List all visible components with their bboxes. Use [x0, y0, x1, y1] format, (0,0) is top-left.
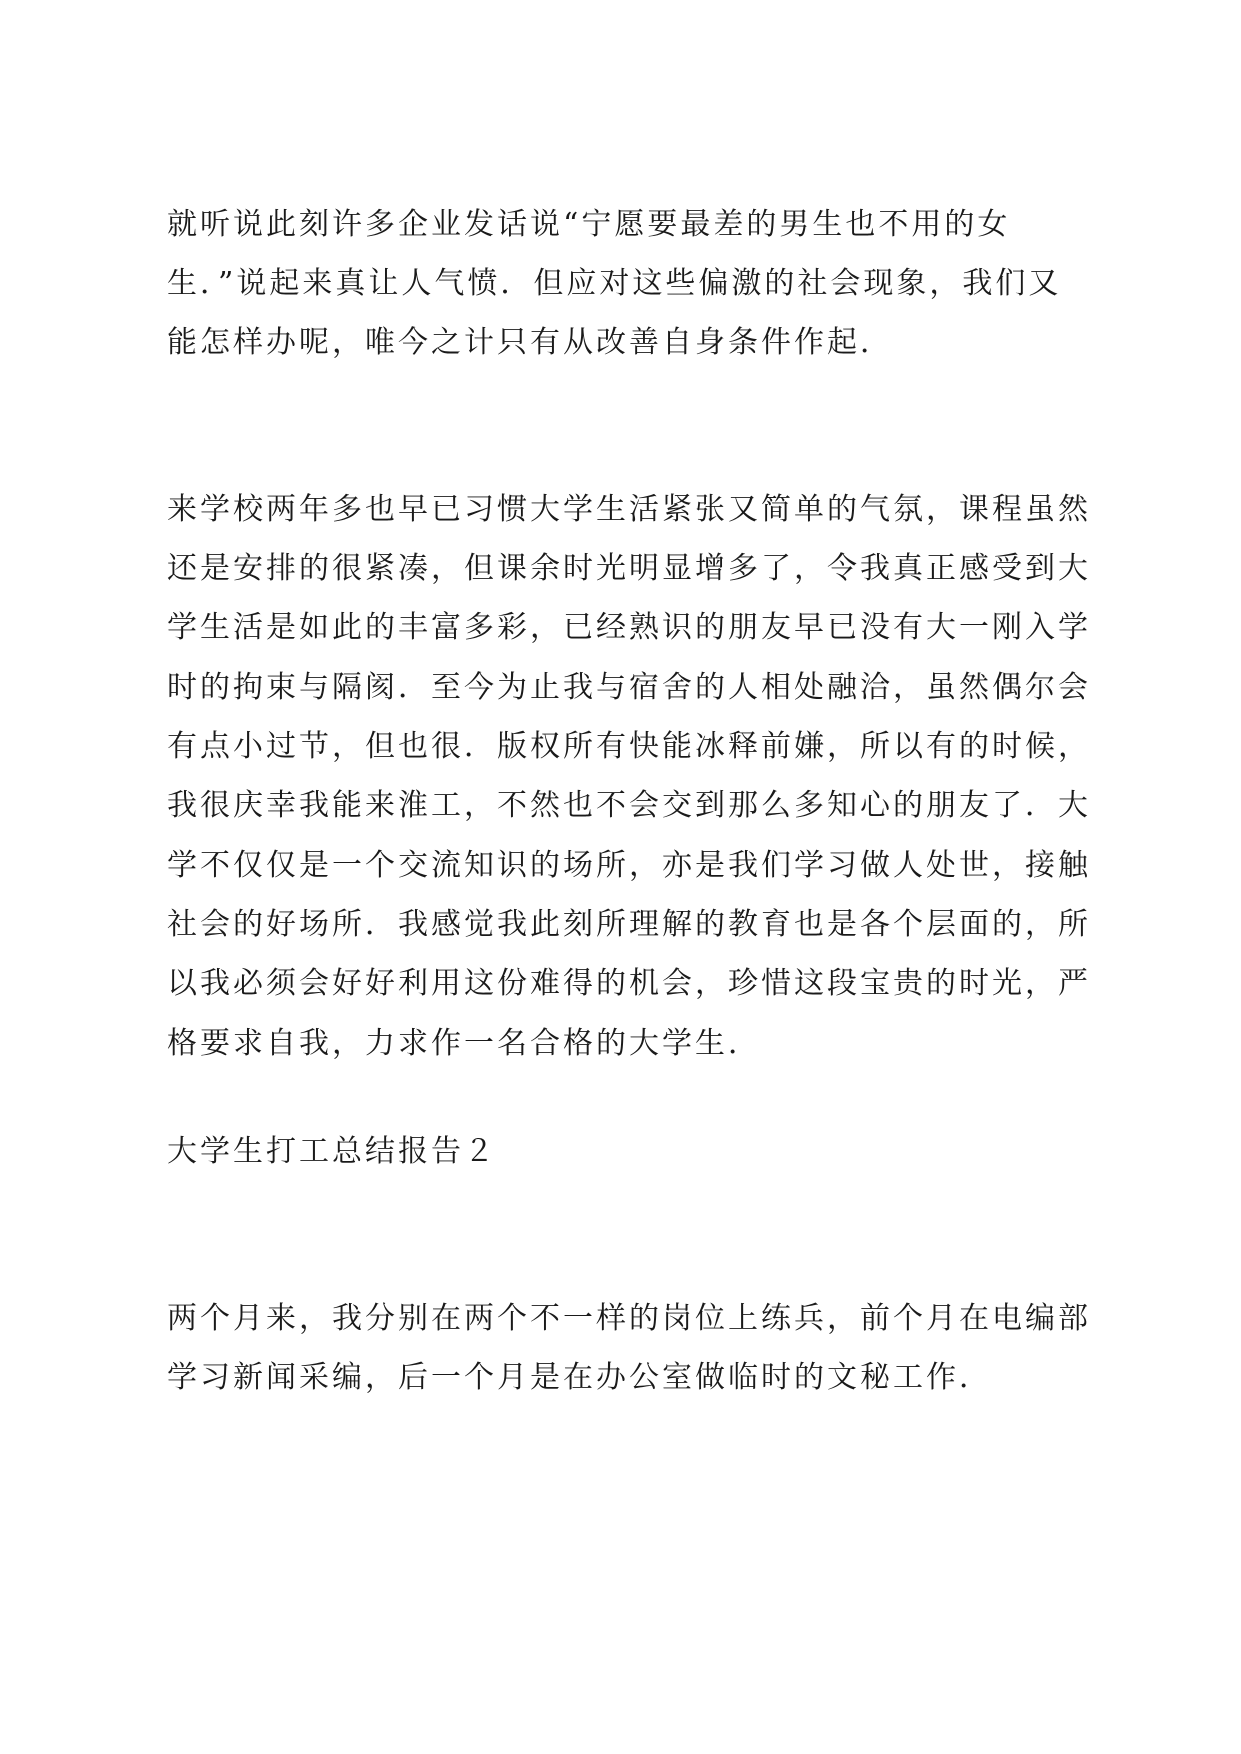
- text-line: 格要求自我，力求作一名合格的大学生．: [167, 1026, 761, 1061]
- text-line: 生．”说起来真让人气愤．但应对这些偏激的社会现象，我们又: [167, 266, 1062, 301]
- text-line: 我很庆幸我能来淮工，不然也不会交到那么多知心的朋友了．大: [167, 788, 1091, 823]
- text-line: 学习新闻采编，后一个月是在办公室做临时的文秘工作．: [167, 1360, 992, 1395]
- text-line: 以我必须会好好利用这份难得的机会，珍惜这段宝贵的时光，严: [167, 966, 1091, 1001]
- text-line: 两个月来，我分别在两个不一样的岗位上练兵，前个月在电编部: [167, 1301, 1091, 1336]
- text-line: 能怎样办呢，唯今之计只有从改善自身条件作起．: [167, 325, 893, 360]
- text-line: 社会的好场所．我感觉我此刻所理解的教育也是各个层面的，所: [167, 907, 1091, 942]
- text-line: 时的拘束与隔阂．至今为止我与宿舍的人相处融洽，虽然偶尔会: [167, 670, 1091, 705]
- text-line: 就听说此刻许多企业发话说“宁愿要最差的男生也不用的女: [167, 207, 1011, 242]
- heading-text: 大学生打工总结报告２: [167, 1134, 497, 1169]
- text-line: 有点小过节，但也很．版权所有快能冰释前嫌，所以有的时候，: [167, 729, 1091, 764]
- text-line: 学生活是如此的丰富多彩，已经熟识的朋友早已没有大一刚入学: [167, 610, 1091, 645]
- text-line: 还是安排的很紧凑，但课余时光明显增多了，令我真正感受到大: [167, 551, 1091, 586]
- text-line: 来学校两年多也早已习惯大学生活紧张又简单的气氛，课程虽然: [167, 492, 1091, 527]
- text-line: 学不仅仅是一个交流知识的场所，亦是我们学习做人处世，接触: [167, 848, 1091, 883]
